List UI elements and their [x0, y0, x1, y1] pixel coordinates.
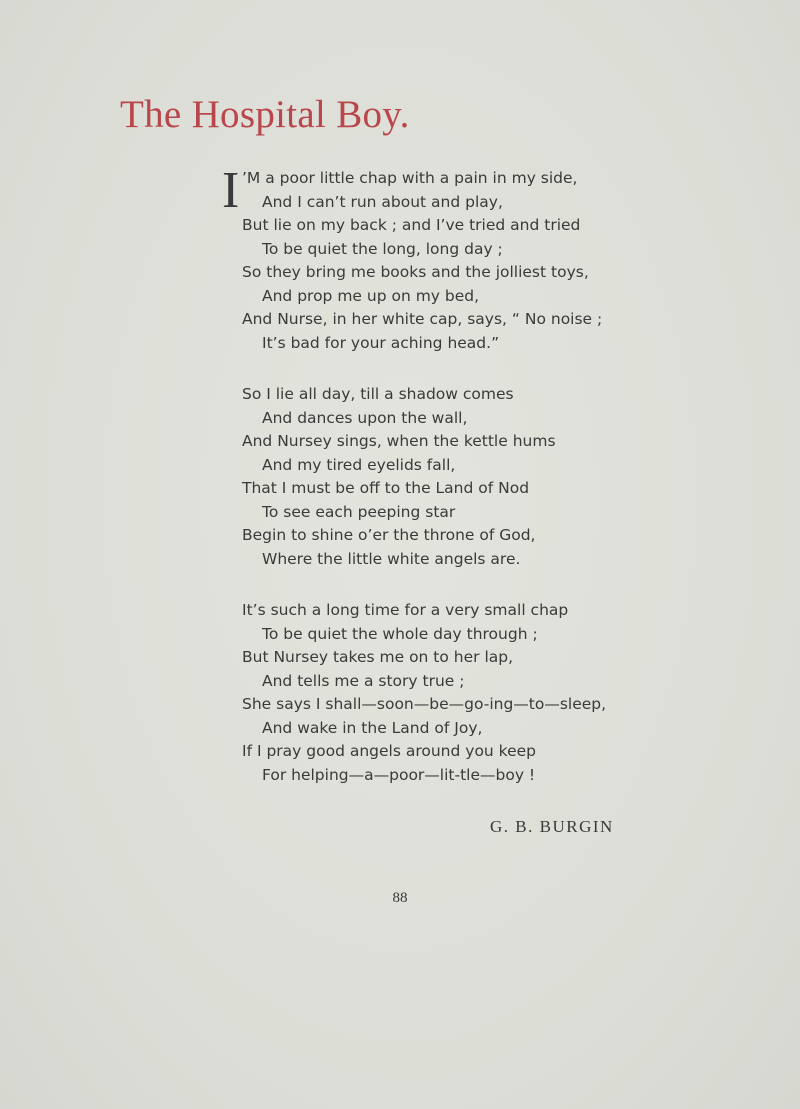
poem-line-text: ’M a poor little chap with a pain in my side,: [242, 169, 578, 187]
stanza-1: [222, 162, 762, 355]
poem-line: But lie on my back ; and I’ve tried and tried: [242, 216, 581, 234]
stanza-2: [242, 383, 762, 571]
page-number: 88: [392, 890, 408, 906]
poem-line: And dances upon the wall,: [262, 408, 468, 427]
poem-line: To be quiet the long, long day ;: [262, 239, 503, 258]
poem-line: And Nurse, in her white cap, says, “ No noise ;: [242, 310, 603, 328]
poem-line: And I can’t run about and play,: [262, 192, 503, 211]
poem-line: If I pray good angels around you keep: [242, 742, 537, 760]
poem-line: For helping—a—poor—lit-tle—boy !: [262, 765, 536, 784]
poem-line: And wake in the Land of Joy,: [262, 718, 483, 737]
poem-line: Begin to shine o’er the throne of God,: [242, 526, 536, 544]
poem-body: [222, 162, 762, 815]
poem-line: So they bring me books and the jolliest toys,: [242, 263, 589, 281]
poem-line: But Nursey takes me on to her lap,: [242, 648, 514, 666]
poem-line: It’s such a long time for a very small chap: [242, 601, 569, 619]
poem-title: The Hospital Boy.: [120, 93, 410, 136]
poem-line: And Nursey sings, when the kettle hums: [242, 432, 556, 450]
poem-line: She says I shall—soon—be—go-ing—to—sleep,: [242, 695, 607, 713]
poem-line: And tells me a story true ;: [262, 671, 465, 690]
poem-line: So I lie all day, till a shadow comes: [242, 385, 514, 403]
poem-line: To see each peeping star: [262, 502, 456, 521]
poem-line: And my tired eyelids fall,: [262, 455, 456, 474]
poem-line: Where the little white angels are.: [262, 549, 521, 568]
poem-line: That I must be off to the Land of Nod: [242, 479, 530, 497]
author-attribution: G. B. BURGIN: [490, 817, 614, 836]
poem-line: It’s bad for your aching head.”: [262, 333, 500, 352]
stanza-3: [242, 599, 762, 787]
poem-line: And prop me up on my bed,: [262, 286, 480, 305]
drop-cap: I: [222, 162, 240, 219]
poem-line: To be quiet the whole day through ;: [262, 624, 538, 643]
